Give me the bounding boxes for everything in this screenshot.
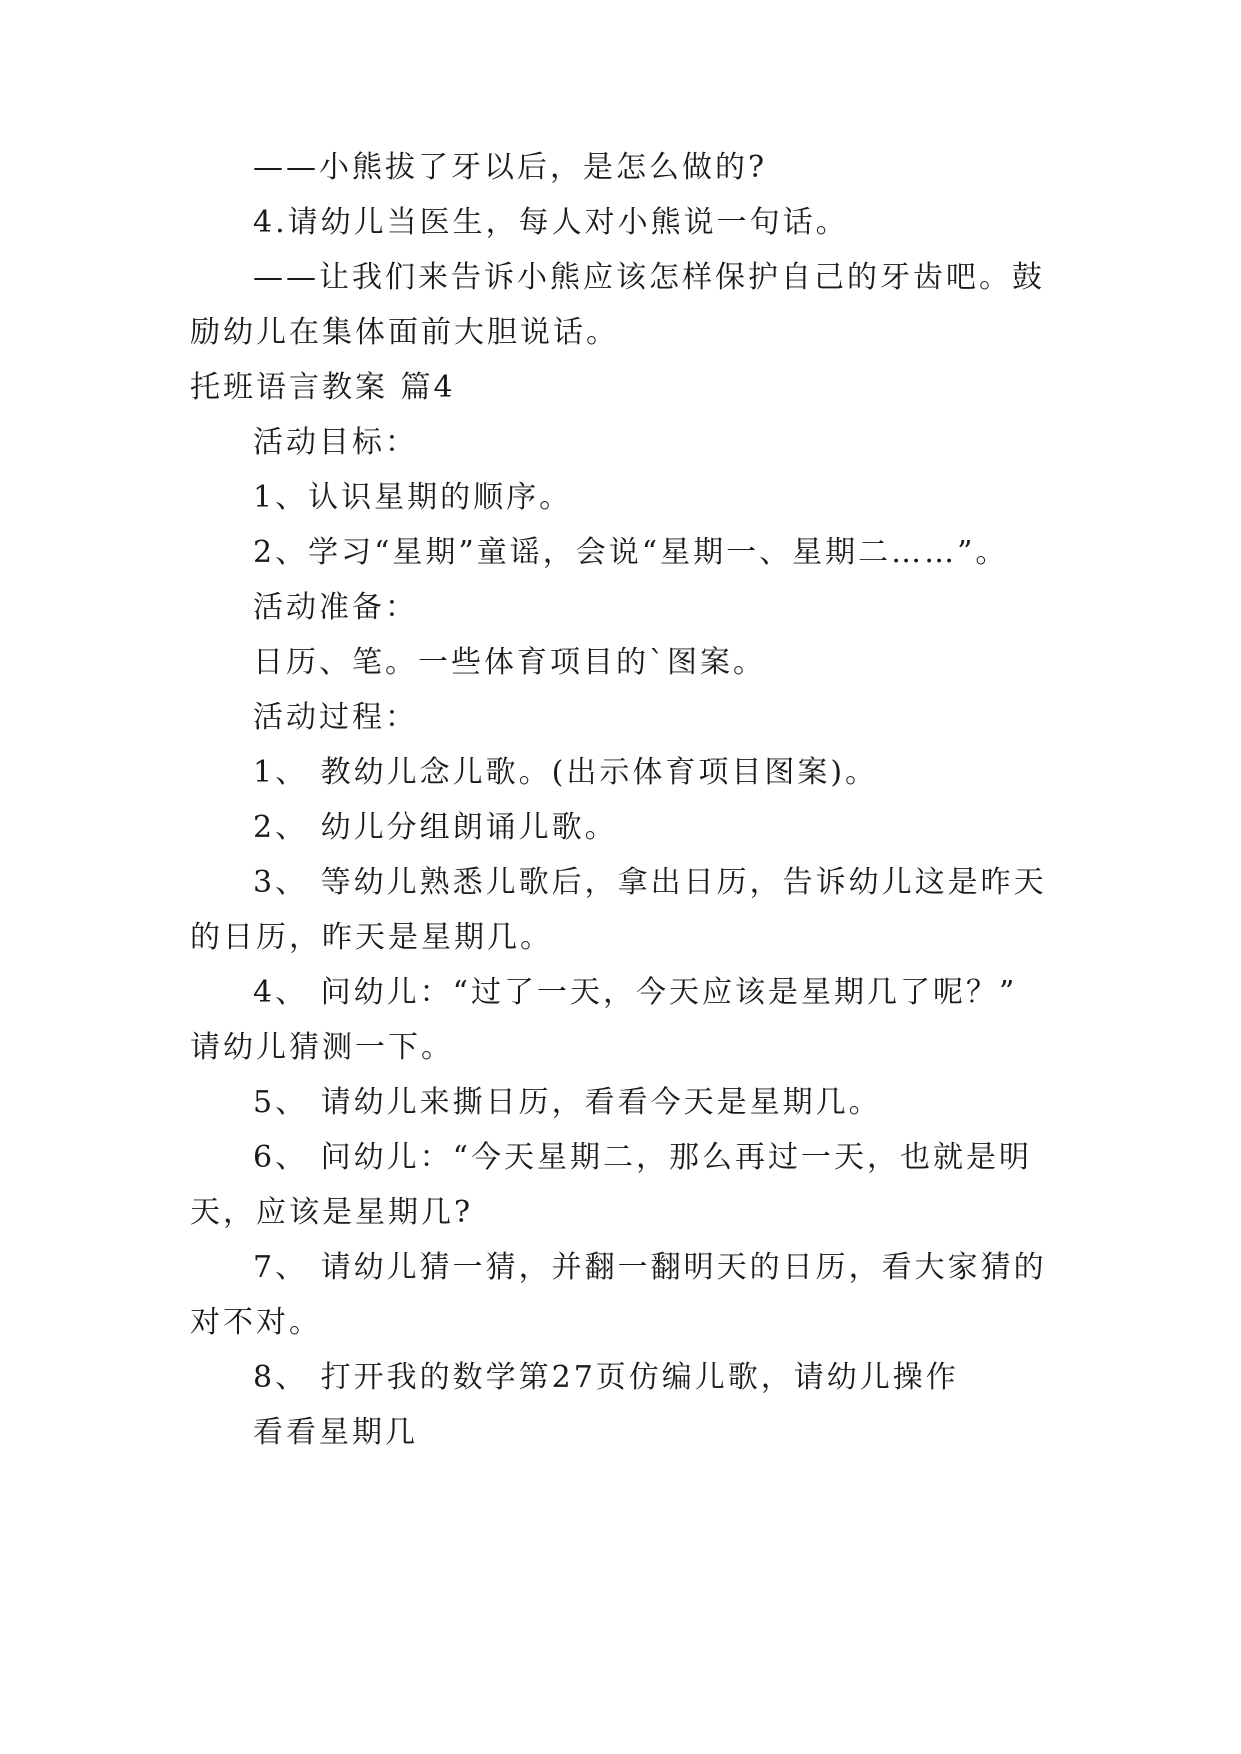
text-line: 2、学习“星期”童谣，会说“星期一、星期二……”。 [253, 535, 1009, 570]
text-line: 活动目标： [253, 425, 418, 460]
text-line: 7、 请幼儿猜一猜，并翻一翻明天的日历，看大家猜的 [253, 1250, 1047, 1285]
text-line: 2、 幼儿分组朗诵儿歌。 [253, 810, 618, 845]
text-line: 日历、笔。一些体育项目的`图案。 [253, 645, 766, 680]
text-line: 6、 问幼儿：“今天星期二，那么再过一天，也就是明 [253, 1140, 1032, 1175]
text-line: ——小熊拔了牙以后，是怎么做的? [253, 150, 768, 185]
text-line: 3、 等幼儿熟悉儿歌后，拿出日历，告诉幼儿这是昨天 [253, 865, 1047, 900]
text-line: 励幼儿在集体面前大胆说话。 [190, 315, 619, 350]
text-line: ——让我们来告诉小熊应该怎样保护自己的牙齿吧。鼓 [253, 260, 1045, 295]
text-line: 请幼儿猜测一下。 [190, 1030, 454, 1065]
section-heading: 托班语言教案 篇4 [190, 370, 456, 405]
text-line: 的日历，昨天是星期几。 [190, 920, 553, 955]
text-line: 活动过程： [253, 700, 418, 735]
text-line: 活动准备： [253, 590, 418, 625]
text-line: 1、认识星期的顺序。 [253, 480, 573, 515]
text-line: 看看星期几 [253, 1415, 418, 1450]
text-line: 5、 请幼儿来撕日历，看看今天是星期几。 [253, 1085, 882, 1120]
text-line: 对不对。 [190, 1305, 322, 1340]
text-line: 8、 打开我的数学第27页仿编儿歌，请幼儿操作 [253, 1360, 959, 1395]
text-line: 4、 问幼儿：“过了一天，今天应该是星期几了呢？” [253, 975, 1018, 1010]
text-line: 4.请幼儿当医生，每人对小熊说一句话。 [253, 205, 849, 240]
text-line: 天，应该是星期几? [190, 1195, 474, 1230]
text-line: 1、 教幼儿念儿歌。(出示体育项目图案)。 [253, 755, 879, 790]
